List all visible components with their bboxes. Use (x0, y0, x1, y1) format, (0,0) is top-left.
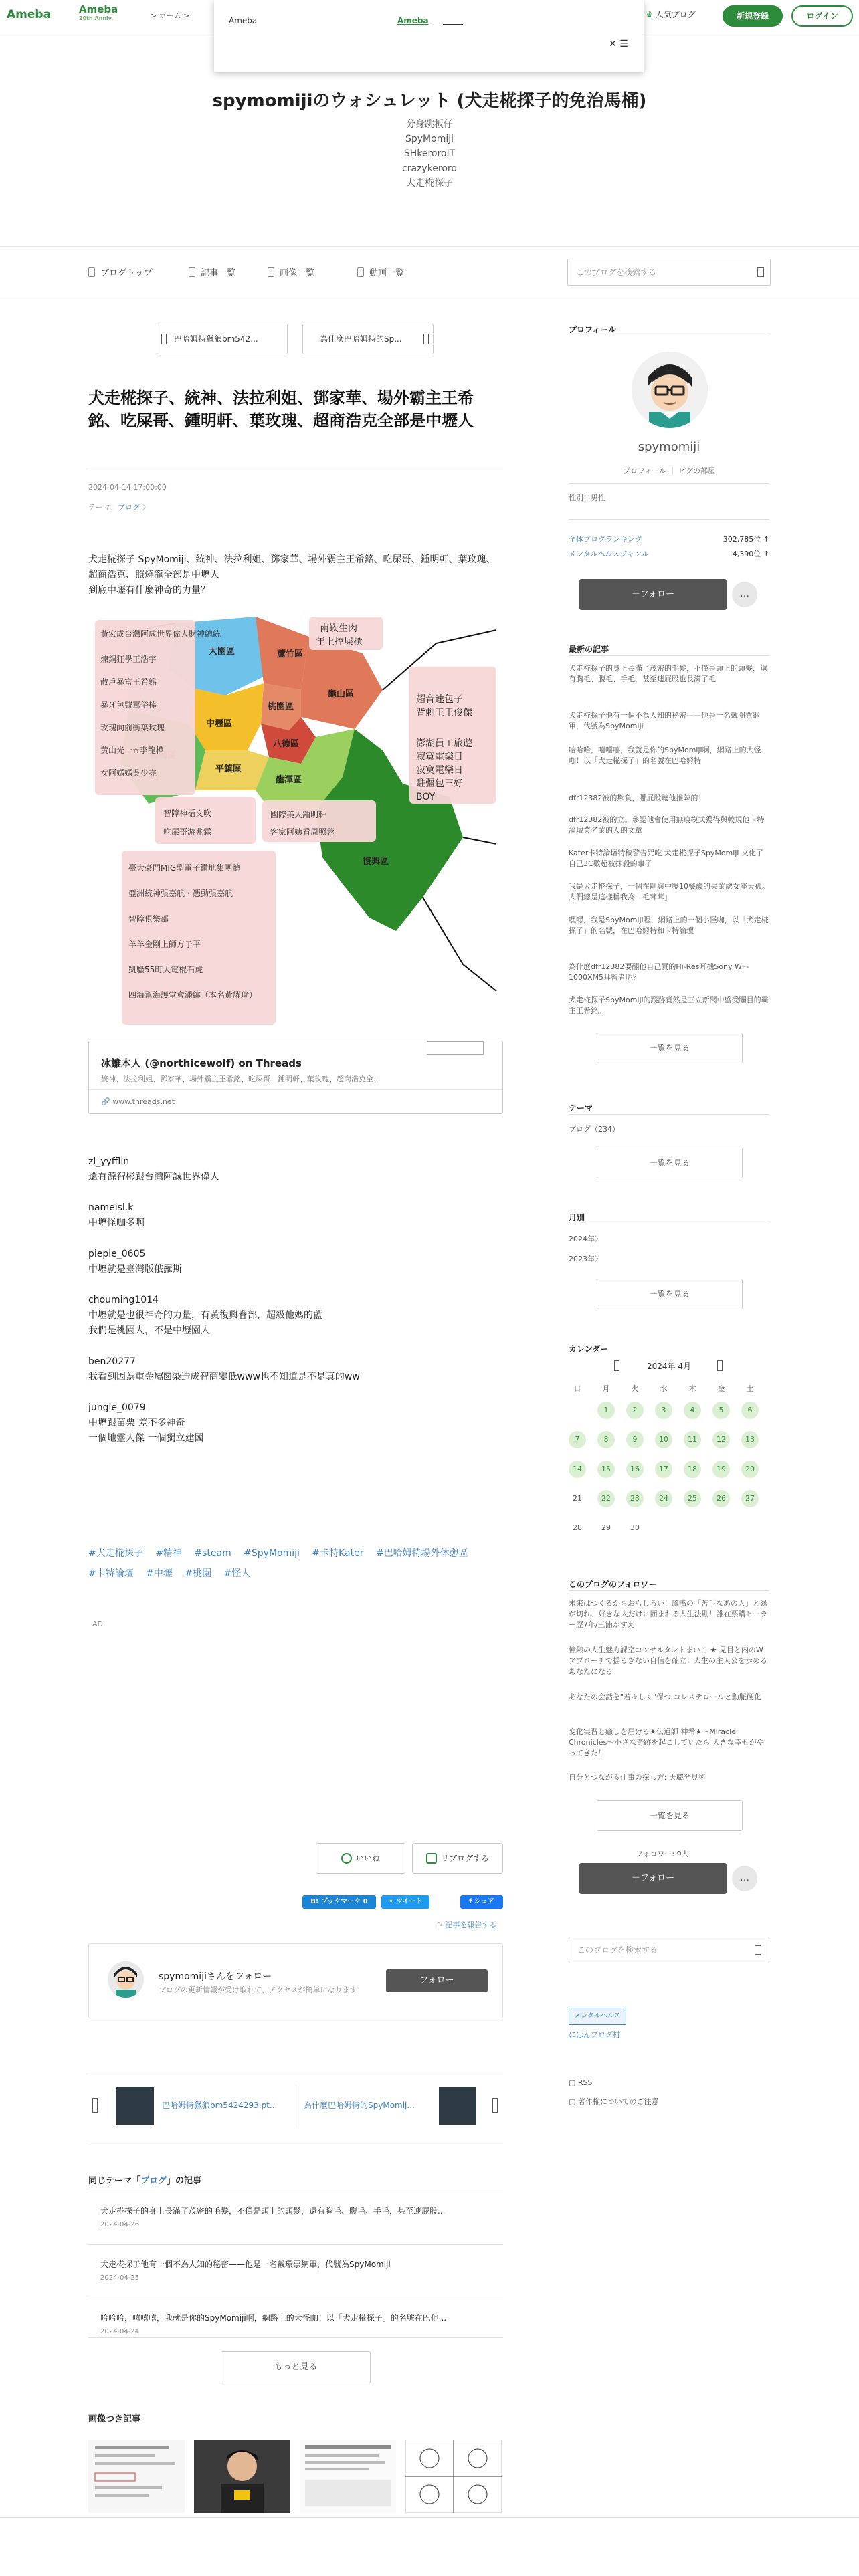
calendar-day[interactable]: 27 (741, 1490, 759, 1507)
next-article-thumbnail[interactable] (439, 2087, 476, 2125)
image-article-thumbnail[interactable] (300, 2440, 396, 2513)
district-label: 大園區 (209, 647, 235, 657)
map-annotation: 黃宏成台灣阿成世界偉人財神總統 (100, 629, 221, 639)
divider (569, 1114, 769, 1115)
map-annotation: 煉銅狂學王浩宇 (100, 655, 157, 664)
subtitle-line: 犬走椛探子 (406, 178, 453, 189)
calendar-day[interactable]: 23 (626, 1490, 644, 1507)
district-label: 蘆竹區 (277, 649, 304, 659)
next-article-link[interactable]: 為什麼巴哈姆特的SpyMomij... (304, 2101, 415, 2110)
map-annotation: 四海幫海護堂會潘緯（本名黃耀瑜） (128, 990, 258, 1000)
subtitle-line: SHkeroroIT (403, 148, 456, 159)
prev-entry-button[interactable] (157, 324, 288, 354)
nav-label: 画像一覧 (280, 268, 315, 278)
nav-video-list[interactable] (357, 265, 404, 278)
chevron-right-icon[interactable] (492, 2098, 498, 2113)
calendar-day[interactable]: 19 (712, 1461, 730, 1478)
hashtag-link[interactable]: #SpyMomiji (244, 1548, 300, 1559)
followers-title: このブログのフォロワー (569, 1580, 657, 1589)
hatena-bookmark-button[interactable] (302, 1895, 376, 1909)
recent-article-link[interactable]: 為什麼dfr12382要翻他自己買的Hi-Res耳機Sony WF-1000XM5耳智者呢？ (569, 962, 749, 982)
comment (88, 1400, 503, 1446)
calendar-day[interactable]: 13 (741, 1431, 759, 1448)
calendar-day[interactable]: 7 (569, 1431, 586, 1448)
same-theme-item[interactable] (88, 2298, 503, 2338)
map-annotation: 亞洲統神張嘉航・憑動張嘉航 (128, 889, 233, 898)
hashtag-link[interactable]: #巴哈姆特場外休憩區 (375, 1548, 468, 1559)
comment-user: ben20277 (88, 1356, 136, 1367)
linkcard-url-text: www.threads.net (112, 1097, 175, 1106)
calendar-day: 30 (630, 1523, 640, 1532)
map-annotation: 黃山光一☆李龍樺 (100, 746, 164, 755)
hashtag-link[interactable]: #精神 (155, 1548, 182, 1559)
calendar-day[interactable]: 14 (569, 1461, 586, 1478)
comment (88, 1354, 503, 1385)
reblog-icon (426, 1853, 437, 1864)
nav-blog-top[interactable] (88, 265, 153, 278)
comment (88, 1200, 503, 1231)
follower-count: フォロワー: 9人 (636, 1850, 689, 1858)
prev-article-thumbnail[interactable] (116, 2087, 154, 2125)
comment-text: 中壢跟苗栗 差不多神奇 (88, 1418, 185, 1428)
nav-label: ブログトップ (100, 268, 153, 278)
image-article-thumbnail[interactable] (194, 2440, 290, 2513)
same-theme-item-title: 哈哈哈，嘻嘻嘻，我就是你的SpyMomiji啊，網路上的大怪咖！以「犬走椛探子」的名號在巴他... (100, 2313, 447, 2323)
avatar-image (108, 1961, 144, 1998)
map-annotation: 寂寞電樂日 (416, 752, 463, 762)
calendar-title: カレンダー (569, 1344, 609, 1354)
calendar-month: 2024年 4月 (647, 1362, 691, 1371)
calendar-day[interactable]: 3 (655, 1402, 672, 1419)
chevron-right-icon[interactable] (717, 1360, 723, 1371)
calendar-weekday: 日 (573, 1384, 581, 1393)
calendar-day[interactable]: 2 (626, 1402, 644, 1419)
bird-icon: ✦ (388, 1898, 397, 1905)
same-theme-pre: 同じテーマ「 (88, 2176, 141, 2186)
comic-thumbnail (405, 2440, 502, 2513)
calendar-day[interactable]: 1 (597, 1402, 615, 1419)
recent-article-link[interactable]: dfr12382被的欺負，哪屁股聽他推陳的！ (569, 794, 706, 802)
divider (569, 519, 769, 520)
copyright-label: 著作権についてのご注意 (577, 2097, 659, 2106)
popular-blogs-label: 人気ブログ (655, 10, 696, 19)
calendar-day[interactable]: 22 (597, 1490, 615, 1507)
home-link[interactable]: > ホーム > (151, 11, 190, 20)
comment-text: 還有源智彬跟台灣阿誠世界偉人 (88, 1172, 219, 1182)
prev-article-link[interactable]: 巴哈姆特獵狼bm5424293.pt... (162, 2101, 278, 2110)
like-label: いいね (355, 1854, 380, 1863)
calendar-weekday: 月 (602, 1384, 610, 1393)
comment-text: 我們是桃園人，不是中壢園人 (88, 1325, 210, 1336)
calendar-day[interactable]: 10 (655, 1431, 672, 1448)
calendar-day: 21 (573, 1494, 582, 1503)
hashtag-link[interactable]: #steam (194, 1548, 231, 1559)
profile-name[interactable]: spymomiji (638, 440, 700, 454)
calendar-day[interactable]: 18 (684, 1461, 701, 1478)
article-theme (88, 502, 150, 512)
ranking-row (569, 548, 769, 559)
screenshot-thumbnail (88, 2440, 185, 2513)
reblog-button[interactable] (412, 1843, 503, 1874)
same-theme-post: 」の記事 (167, 2176, 202, 2186)
recent-article-link[interactable]: 哈哈哈，嘻嘻嘻，我就是你的SpyMomiji啊，網路上的大怪咖！以「犬走椛探子」的名號在巴哈姆特 (569, 746, 761, 765)
theme-label: テーマ： (88, 503, 118, 512)
monthly-title: 月別 (569, 1213, 585, 1222)
popup-title: Ameba (229, 16, 258, 25)
calendar-day: 28 (573, 1523, 582, 1532)
divider (89, 1089, 502, 1090)
hashtag-list (88, 1543, 503, 1584)
follow-card (88, 1943, 503, 2018)
calendar-day[interactable]: 5 (712, 1402, 730, 1419)
ranking-label[interactable]: メンタルヘルスジャンル (569, 550, 649, 558)
profile-avatar-image (632, 352, 708, 428)
theme-more-button[interactable]: 一覧を見る (597, 1148, 743, 1178)
facebook-share-button[interactable] (460, 1895, 503, 1909)
report-article-link[interactable] (436, 1919, 496, 1930)
chevron-right-icon (423, 334, 429, 344)
comment-user: chouming1014 (88, 1295, 159, 1305)
divider (0, 2517, 859, 2518)
recent-more-button[interactable]: 一覧を見る (597, 1033, 743, 1063)
copyright-notice-link[interactable] (569, 2096, 659, 2107)
ameba-20th-logo-text: Ameba (79, 3, 118, 15)
screenshot-thumbnail (300, 2440, 396, 2513)
map-annotation: 臺大豪門MIG型電子鑽地集團總 (128, 863, 241, 873)
article-body (88, 552, 503, 599)
mental-health-badge[interactable]: メンタルヘルス (569, 2008, 626, 2025)
article-comments (88, 1154, 503, 1462)
divider (569, 483, 769, 484)
district-label: 龍潭區 (276, 775, 302, 785)
comment-user: jungle_0079 (88, 1402, 146, 1413)
login-button[interactable]: ログイン (791, 5, 853, 27)
calendar-day[interactable]: 25 (684, 1490, 701, 1507)
follower-blog-link[interactable]: 憧熱の人生魅力課空コンサルタントまいこ ★ 見目と内のWアプローチで揺るぎない自信を確立！人生の主人公を歩めるあなたになる (569, 1646, 767, 1676)
calendar-day[interactable]: 11 (684, 1431, 701, 1448)
recent-article-link[interactable]: 犬走椛探子他有一個不為人知的秘密——他是一名戴圈票網軍，代號為SpyMomiji (569, 711, 760, 730)
theme-title: テーマ (569, 1103, 593, 1113)
recent-article-link[interactable]: 我是犬走椛探子，一個在剛與中壢10幾歲的失業處女座天孤。人們總是這樣稱我為「毛茸茸」 (569, 882, 769, 901)
comment-text: 中壢就是也很神奇的力量，有黃復興眷部，超級他媽的藍 (88, 1310, 322, 1321)
calendar-day[interactable]: 6 (741, 1402, 759, 1419)
subtitle-line: crazykeroro (402, 163, 457, 174)
bookmark-count: 0 (363, 1898, 368, 1905)
calendar-day[interactable]: 15 (597, 1461, 615, 1478)
divider (569, 1590, 769, 1591)
recent-article-link[interactable]: dfr12382被的立。參認他會使用無痕模式獲得與較規他卡特論壇業名業的人的文章 (569, 815, 765, 835)
same-theme-link[interactable]: ブログ (140, 2176, 167, 2186)
follower-blog-link[interactable]: 未来はつくるからおもしろい！鳳嘴の「苦手なあの人」と縁が切れ、好きな人だけに囲まれる人生法則！誰在票購ヒーラー歴7年/三浦かすえ (569, 1599, 768, 1629)
map-annotation: 暴牙包號罵俗棒 (100, 700, 157, 710)
map-annotation: 女阿媽媽吳少堯 (100, 768, 157, 778)
map-annotation: 客家阿姨看周照蓉 (270, 827, 335, 837)
tweet-label: ツイート (396, 1898, 423, 1905)
comment (88, 1293, 503, 1339)
nav-label: 動画一覧 (369, 268, 405, 278)
chevron-left-icon (161, 334, 167, 344)
nav-label: 記事一覧 (201, 268, 236, 278)
calendar-weekday: 火 (631, 1384, 639, 1393)
subtitle-line: 分身跳板仔 (406, 119, 453, 130)
district-label: 復興區 (363, 857, 389, 867)
photo-thumbnail (194, 2440, 290, 2513)
map-annotation: 智障神楯文吹 (163, 809, 212, 818)
profile-title: プロフィール (569, 325, 616, 334)
threads-link-card[interactable] (88, 1041, 503, 1114)
sidebar-search-input[interactable]: このブログを検索する (569, 1937, 769, 1963)
ameba-logo-text: Ameba (7, 8, 52, 21)
report-label: 記事を報告する (445, 1921, 497, 1929)
image-article-thumbnail[interactable] (405, 2440, 502, 2513)
rss-icon: ▢ (569, 2078, 578, 2087)
article-date: 2024-04-14 17:00:00 (88, 483, 167, 492)
profile-links[interactable]: プロフィール ｜ ピグの部屋 (623, 467, 715, 475)
same-theme-item[interactable] (88, 2191, 503, 2244)
follower-blog-link[interactable]: 自分とつながる仕事の探し方: 天職発見術 (569, 1773, 706, 1782)
ranking-label[interactable]: 全体ブログランキング (569, 535, 642, 544)
next-entry-button[interactable] (302, 324, 434, 354)
menu-icon: ☰ (619, 39, 628, 49)
comment-text: 我看到因為重金屬☒染造成智商變低www也不知道是不是真的ww (88, 1372, 360, 1382)
more-articles-button[interactable]: もっと見る (221, 2351, 371, 2383)
follow-card-name: spymomijiさんをフォロー (159, 1971, 272, 1982)
popup-link[interactable]: Ameba (397, 16, 429, 25)
map-annotation: 澎湖員工旅遊 (416, 738, 472, 749)
flag-icon: ⚐ (436, 1921, 446, 1929)
signup-button[interactable]: 新規登録 (723, 5, 783, 27)
link-icon: 🔗 (101, 1097, 113, 1106)
more-options-button-2[interactable]: … (732, 1866, 757, 1891)
map-annotation: 智障俱樂部 (128, 914, 169, 924)
ranking-value: 302,785位 ↑ (723, 535, 769, 544)
calendar-day[interactable]: 9 (626, 1431, 644, 1448)
hashtag-link[interactable]: #桃園 (185, 1568, 212, 1579)
avatar[interactable] (108, 1961, 144, 1998)
next-entry-label: 為什麼巴哈姆特的Sp... (320, 334, 402, 344)
map-annotation: 羊羊金剛上師方子平 (128, 940, 201, 949)
follow-card-desc: ブログの更新情報が受け取れて、アクセスが簡単になります (159, 1985, 357, 1994)
recent-article-link[interactable]: 嘿嘿，我是SpyMomiji喔，網路上的一個小怪咖，以「犬走椛探子」的名號，在巴哈姆特和卡特論壇 (569, 916, 769, 935)
comment-text: 中壢就是臺灣版俄羅斯 (88, 1264, 182, 1275)
comment-user: zl_yyfflin (88, 1156, 130, 1167)
fb-share-label: シェア (474, 1898, 494, 1905)
hashtag-link[interactable]: #怪人 (223, 1568, 251, 1579)
calendar-day[interactable]: 24 (655, 1490, 672, 1507)
map-annotation: 駐彊包三好 (416, 778, 463, 789)
ameba-logo[interactable] (7, 8, 51, 21)
linkcard-url (101, 1097, 175, 1106)
calendar-day[interactable]: 12 (712, 1431, 730, 1448)
recent-articles-title: 最新の記事 (569, 645, 609, 654)
comment (88, 1247, 503, 1277)
sidebar-follow-button[interactable]: ＋フォロー (579, 579, 727, 610)
body-paragraph: 到底中壢有什麼神奇的力量？ (88, 585, 210, 596)
calendar-day[interactable]: 16 (626, 1461, 644, 1478)
ameba-20th-logo[interactable] (79, 5, 118, 23)
tweet-button[interactable] (381, 1895, 430, 1909)
bookmark-label: B! ブックマーク (310, 1898, 361, 1905)
calendar-weekday: 土 (746, 1384, 754, 1393)
map-annotation: 南崁生肉 (320, 623, 357, 634)
map-annotation: 凱騷55町大電棍石虎 (128, 965, 203, 974)
like-button[interactable] (316, 1843, 405, 1874)
close-icon: ✕ (609, 39, 617, 49)
search-icon[interactable] (755, 1945, 761, 1955)
calendar-weekday: 金 (717, 1384, 725, 1393)
hashtag-link[interactable]: #卡特Kater (312, 1548, 364, 1559)
follower-blog-link[interactable]: 変化実習と癒しを届ける★伝道師 神希★～Miracle Chronicles～小さな奇跡を起こしていたら 大きな幸せがやってきた！ (569, 1727, 764, 1757)
ranking-row (569, 534, 769, 544)
calendar-day[interactable]: 20 (741, 1461, 759, 1478)
image-icon (268, 267, 274, 277)
theme-link[interactable]: ブログ（234） (569, 1125, 619, 1134)
recent-article-link[interactable]: 犬走椛探子SpyMomiji的蹤跡竟然是三立新聞中盛受矚目的霸主王希銘。 (569, 996, 769, 1015)
map-annotation: 年上控屎櫃 (316, 637, 363, 647)
map-annotation: 玫瑰向前衝葉玫瑰 (100, 723, 165, 732)
hashtag-link[interactable]: #中壢 (146, 1568, 173, 1579)
ad-label: AD (92, 1620, 103, 1628)
follower-blog-link[interactable]: あなたの会話を"若々しく"保つ コレステロールと動脈硬化 (569, 1693, 761, 1701)
hashtag-link[interactable]: #犬走椛探子 (88, 1548, 143, 1559)
linkcard-desc: 統神、法拉利姐、鄧家華、場外霸主王希銘、吃屎哥、鍾明軒、葉玫瑰、超商浩克全... (101, 1075, 381, 1083)
blog-subtitle (0, 117, 859, 191)
comment-user: piepie_0605 (88, 1249, 146, 1259)
reblog-label: リブログする (440, 1854, 489, 1863)
login-popup (214, 0, 644, 72)
same-theme-item-date: 2024-04-25 (100, 2274, 140, 2282)
map-annotation: 超音速包子 (416, 694, 463, 705)
subtitle-line: SpyMomiji (405, 134, 454, 144)
blog-nav (0, 246, 859, 296)
comment-user: nameisl.k (88, 1202, 134, 1213)
profile-gender: 性別：男性 (569, 494, 605, 502)
follow-button[interactable]: フォロー (386, 1969, 488, 1992)
popup-close-button[interactable] (609, 39, 628, 49)
same-theme-item-date: 2024-04-26 (100, 2221, 140, 2228)
calendar-day[interactable]: 26 (712, 1490, 730, 1507)
same-theme-item-title: 犬走椛探子他有一個不為人知的秘密——他是一名戴環票網軍，代號為SpyMomiji (100, 2260, 391, 2269)
recent-article-link[interactable]: Kater卡特論壇特稿警告咒吃 犬走椛探子SpyMomiji 文化了自己3C數超被抹殺的事了 (569, 849, 763, 868)
linkcard-thumbnail (427, 1041, 484, 1055)
same-theme-item-title: 犬走椛探子的身上長滿了茂密的毛髮，不僅是頭上的頭髮，還有胸毛、腹毛、手毛，甚至連屁股... (100, 2206, 446, 2216)
chevron-right-icon: 〉 (142, 503, 150, 512)
calendar-weekday: 水 (660, 1384, 668, 1393)
facebook-icon: f (469, 1898, 475, 1905)
month-link[interactable]: 2024年〉 (569, 1235, 602, 1243)
hashtag-link[interactable]: #卡特論壇 (88, 1568, 134, 1579)
taoyuan-map-image[interactable] (88, 617, 503, 1031)
district-label: 龜山區 (328, 689, 355, 700)
body-paragraph: 犬走椛探子 SpyMomiji、統神、法拉利姐、鄧家華、場外霸主王希銘、吃屎哥、鍾明軒、葉玫瑰、超商浩克、照燒龍全部是中壢人 (88, 554, 496, 580)
article-title: 犬走椛探子、統神、法拉利姐、鄧家華、場外霸主王希銘、吃屎哥、鍾明軒、葉玫瑰、超商浩克全部是中壢人 (88, 389, 474, 430)
calendar-day[interactable]: 17 (655, 1461, 672, 1478)
profile-avatar[interactable] (632, 352, 708, 428)
blog-title[interactable]: spymomijiのウォシュレット (犬走椛探子的免治馬桶) (212, 91, 647, 111)
popular-blogs-link[interactable] (646, 9, 696, 20)
same-theme-title (88, 2173, 201, 2186)
calendar-day[interactable]: 8 (597, 1431, 615, 1448)
home-icon (88, 267, 95, 277)
video-icon (357, 267, 364, 277)
linkcard-title: 冰雛本人 (@northicewolf) on Threads (101, 1057, 302, 1069)
comment-text: 一個地靈人傑 一個獨立建國 (88, 1433, 204, 1444)
nav-image-list[interactable] (268, 265, 314, 278)
same-theme-item[interactable] (88, 2244, 503, 2298)
same-theme-item-date: 2024-04-24 (100, 2328, 140, 2335)
blog-search-input[interactable]: このブログを検索する (567, 259, 771, 286)
month-link[interactable]: 2023年〉 (569, 1255, 602, 1263)
monthly-more-button[interactable]: 一覧を見る (597, 1279, 743, 1309)
list-icon (189, 267, 195, 277)
nav-article-list[interactable] (189, 265, 235, 278)
map-annotation: BOY (416, 792, 436, 802)
ranking-value: 4,390位 ↑ (732, 550, 769, 558)
calendar-day: 29 (601, 1523, 611, 1532)
crown-icon: ♛ (646, 10, 656, 19)
calendar-weekday: 木 (688, 1384, 696, 1393)
rss-link[interactable] (569, 2078, 593, 2087)
map-annotation: 背刺王王俊傑 (416, 708, 472, 718)
ameba-20th-logo-sub: 20th Anniv. (79, 15, 114, 21)
more-options-button[interactable]: … (732, 582, 757, 607)
calendar-day[interactable]: 4 (684, 1402, 701, 1419)
map-annotation: 國際美人鍾明軒 (270, 810, 327, 819)
recent-article-link[interactable]: 犬走椛探子的身上長滿了茂密的毛髮，不僅是頭上的頭髮，還有胸毛、腹毛、手毛，甚至連屁股也長滿了毛 (569, 664, 767, 683)
chevron-left-icon[interactable] (92, 2098, 98, 2113)
map-annotation: 吃屎哥游兆霖 (163, 827, 212, 837)
district-label: 平鎮區 (215, 764, 242, 774)
theme-link[interactable]: ブログ (118, 503, 140, 512)
nihon-blog-link[interactable]: にほんブログ村 (569, 2030, 620, 2039)
prev-entry-label: 巴哈姆特獵狼bm542... (174, 334, 258, 344)
followers-more-button[interactable]: 一覧を見る (597, 1800, 743, 1831)
district-label: 桃園區 (268, 702, 294, 712)
like-icon (341, 1853, 352, 1864)
image-article-thumbnail[interactable] (88, 2440, 185, 2513)
prev-next-articles (88, 2072, 503, 2141)
document-icon: ▢ (569, 2097, 578, 2106)
rss-label: RSS (577, 2078, 593, 2087)
divider (569, 655, 769, 656)
map-annotation: 寂寞電樂日 (416, 765, 463, 776)
comment (88, 1154, 503, 1185)
comment-text: 中壢怪咖多啊 (88, 1218, 145, 1228)
district-label: 中壢區 (206, 719, 233, 729)
image-articles-title: 画像つき記事 (88, 2414, 141, 2424)
popup-underline (443, 24, 463, 25)
sidebar-follow-button-2[interactable]: ＋フォロー (579, 1863, 727, 1894)
district-label: 八德區 (273, 739, 300, 749)
search-icon[interactable] (757, 267, 764, 277)
map-annotation: 散戶暴富王希銘 (100, 677, 157, 687)
